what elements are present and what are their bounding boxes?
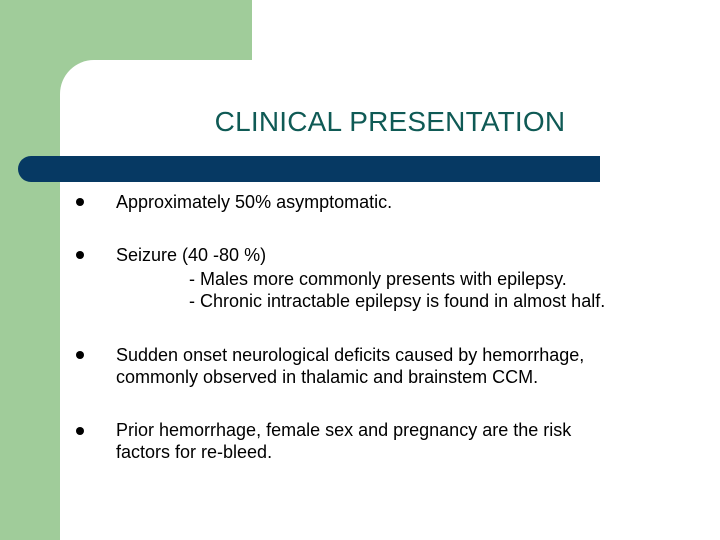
- sub-point: - Chronic intractable epilepsy is found in almost half.: [189, 291, 606, 311]
- sub-point: - Males more commonly presents with epilepsy.: [189, 269, 567, 289]
- slide-title: CLINICAL PRESENTATION: [214, 106, 566, 137]
- bullet-text-line: Sudden onset neurological deficits caused by hemorrhage,: [116, 345, 585, 365]
- bullet-dot: [76, 251, 84, 259]
- bullet-text: Seizure (40 -80 %): [116, 245, 267, 265]
- bullet-dot: [76, 427, 84, 435]
- bullet-text-line: Prior hemorrhage, female sex and pregnancy are the risk: [116, 420, 572, 440]
- bullet-dot: [76, 198, 84, 206]
- bullet-text-line: factors for re-bleed.: [116, 442, 273, 462]
- bullet-text: Approximately 50% asymptomatic.: [116, 192, 393, 212]
- bullet-dot: [76, 351, 84, 359]
- bullet-text-line: commonly observed in thalamic and brainstem CCM.: [116, 367, 539, 387]
